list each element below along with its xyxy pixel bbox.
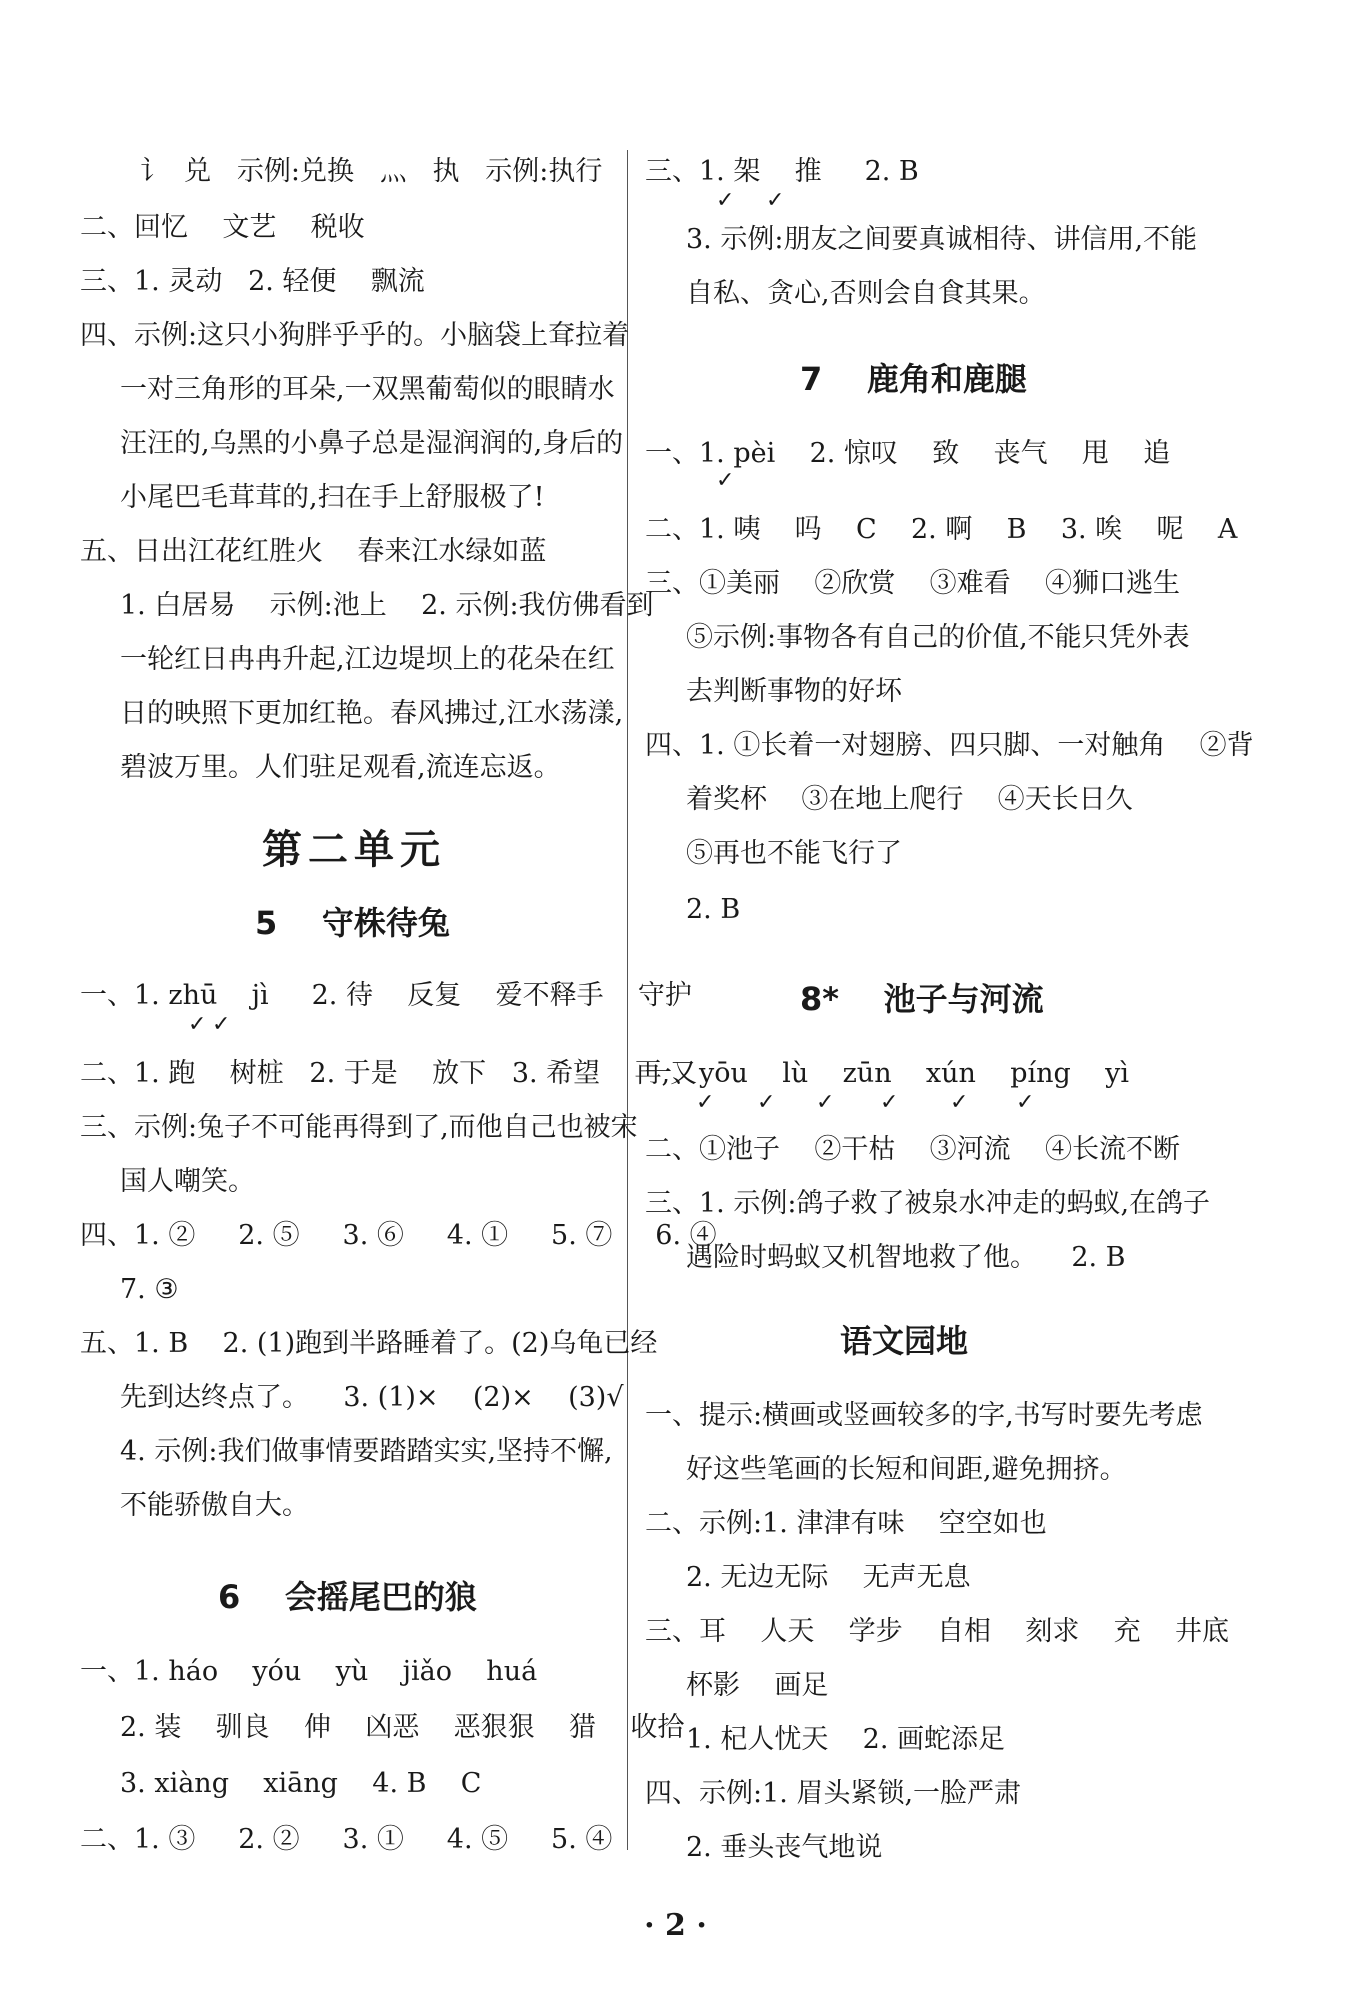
text-line: 四、1. ② 2. ⑤ 3. ⑥ 4. ① 5. ⑦ 6. ④: [80, 1220, 717, 1251]
check-mark-icon: ✓: [188, 1012, 207, 1037]
text-line: 一、1. háo yóu yù jiǎo huá: [80, 1656, 538, 1687]
check-mark-icon: ✓: [950, 1090, 969, 1115]
text-line: 五、日出江花红胜火 春来江水绿如蓝: [80, 536, 547, 567]
text-line: 7. ③: [120, 1274, 179, 1305]
check-mark-icon: ✓: [696, 1090, 715, 1115]
text-line: 四、示例:这只小狗胖乎乎的。小脑袋上耷拉着: [80, 320, 630, 351]
text-line: 好这些笔画的长短和间距,避免拥挤。: [686, 1454, 1127, 1485]
text-line: 四、示例:1. 眉头紧锁,一脸严肃: [645, 1778, 1022, 1809]
page-number: · 2 ·: [644, 1908, 707, 1943]
text-line: 自私、贪心,否则会自食其果。: [686, 278, 1046, 309]
text-line: 三、①美丽 ②欣赏 ③难看 ④狮口逃生: [645, 568, 1180, 599]
text-line: 1. 杞人忧天 2. 画蛇添足: [686, 1724, 1006, 1755]
text-line: 一、1. pèi 2. 惊叹 致 丧气 甩 追: [645, 438, 1171, 469]
lesson-title: 7 鹿角和鹿腿: [800, 360, 1027, 398]
check-mark-icon: ✓: [766, 188, 785, 213]
text-line: 三、示例:兔子不可能再得到了,而他自己也被宋: [80, 1112, 638, 1143]
text-line: 先到达终点了。 3. (1)× (2)× (3)√: [120, 1382, 624, 1413]
text-line: 1. 白居易 示例:池上 2. 示例:我仿佛看到: [120, 590, 654, 621]
text-line: 二、示例:1. 津津有味 空空如也: [645, 1508, 1047, 1539]
text-line: 遇险时蚂蚁又机智地救了他。 2. B: [686, 1242, 1126, 1273]
text-line: 小尾巴毛茸茸的,扫在手上舒服极了!: [120, 482, 545, 513]
check-mark-icon: ✓: [716, 468, 735, 493]
text-line: 二、①池子 ②干枯 ③河流 ④长流不断: [645, 1134, 1180, 1165]
text-line: 三、1. 灵动 2. 轻便 飘流: [80, 266, 425, 297]
text-line: 汪汪的,乌黑的小鼻子总是湿润润的,身后的: [120, 428, 624, 459]
text-line: ⑤示例:事物各有自己的价值,不能只凭外表: [686, 622, 1190, 653]
text-line: 二、1. 跑 树桩 2. 于是 放下 3. 希望 再,又: [80, 1058, 698, 1089]
text-line: 五、1. B 2. (1)跑到半路睡着了。(2)乌龟已经: [80, 1328, 658, 1359]
text-line: 碧波万里。人们驻足观看,流连忘返。: [120, 752, 561, 783]
text-line: 二、回忆 文艺 税收: [80, 212, 365, 243]
text-line: 去判断事物的好坏: [686, 676, 902, 707]
text-line: 不能骄傲自大。: [120, 1490, 309, 1521]
lesson-title: 8* 池子与河流: [800, 980, 1044, 1018]
check-mark-icon: ✓: [880, 1090, 899, 1115]
text-line: 4. 示例:我们做事情要踏踏实实,坚持不懈,: [120, 1436, 613, 1467]
text-line: 一对三角形的耳朵,一双黑葡萄似的眼睛水: [120, 374, 615, 405]
text-line: 2. 装 驯良 伸 凶恶 恶狠狠 猎 收拾: [120, 1712, 685, 1743]
text-line: 3. xiàng xiāng 4. B C: [120, 1768, 482, 1799]
text-line: 日的映照下更加红艳。春风拂过,江水荡漾,: [120, 698, 624, 729]
text-line: 3. 示例:朋友之间要真诚相待、讲信用,不能: [686, 224, 1198, 255]
text-line: 2. 垂头丧气地说: [686, 1832, 883, 1863]
text-line: ⑤再也不能飞行了: [686, 838, 902, 869]
text-line: 2. 无边无际 无声无息: [686, 1562, 971, 1593]
text-line: 杯影 画足: [686, 1670, 829, 1701]
lesson-title: 5 守株待兔: [255, 904, 450, 942]
text-line: 三、1. 示例:鸽子救了被泉水冲走的蚂蚁,在鸽子: [645, 1188, 1211, 1219]
text-line: 二、1. 咦 吗 C 2. 啊 B 3. 唉 呢 A: [645, 514, 1238, 545]
lesson-title: 6 会摇尾巴的狼: [218, 1578, 477, 1616]
check-mark-icon: ✓: [1016, 1090, 1035, 1115]
text-line: 讠 兑 示例:兑换 灬 执 示例:执行: [140, 156, 603, 187]
check-mark-icon: ✓: [816, 1090, 835, 1115]
text-line: 一、提示:横画或竖画较多的字,书写时要先考虑: [645, 1400, 1203, 1431]
text-line: 四、1. ①长着一对翅膀、四只脚、一对触角 ②背: [645, 730, 1254, 761]
text-line: 三、耳 人天 学步 自相 刻求 充 井底: [645, 1616, 1229, 1647]
text-line: 一轮红日冉冉升起,江边堤坝上的花朵在红: [120, 644, 615, 675]
section-title: 语文园地: [840, 1322, 969, 1360]
text-line: 一、1. zhū jì 2. 待 反复 爱不释手 守护: [80, 980, 692, 1011]
unit-title: 第二单元: [262, 826, 446, 873]
text-line: 国人嘲笑。: [120, 1166, 255, 1197]
text-line: 一、yōu lù zūn xún píng yì: [645, 1058, 1130, 1089]
check-mark-icon: ✓: [716, 188, 735, 213]
text-line: 着奖杯 ③在地上爬行 ④天长日久: [686, 784, 1133, 815]
text-line: 2. B: [686, 894, 741, 925]
check-mark-icon: ✓: [757, 1090, 776, 1115]
check-mark-icon: ✓: [212, 1012, 231, 1037]
text-line: 三、1. 架 推 2. B: [645, 156, 919, 187]
text-line: 二、1. ③ 2. ② 3. ① 4. ⑤ 5. ④: [80, 1824, 613, 1855]
